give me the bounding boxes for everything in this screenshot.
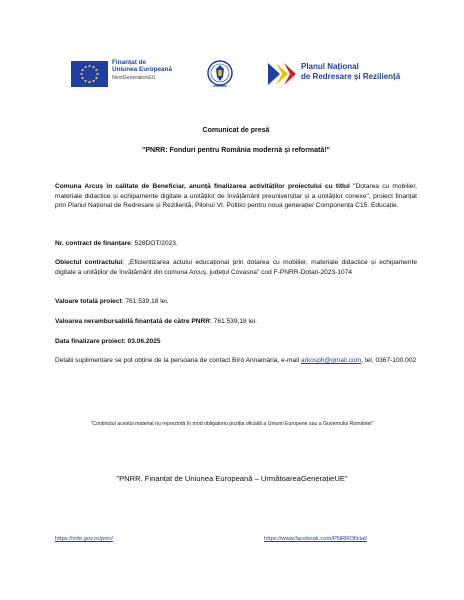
mfe-pnrr-link[interactable]: https://mfe.gov.ro/pnrr/ [55, 536, 113, 542]
contract-objective-label: Obiectul contractului [55, 259, 123, 266]
eu-star [96, 73, 98, 75]
pnrr-logo-line2: de Redresare și Reziliență [301, 72, 401, 81]
eu-funding-logo [71, 58, 181, 92]
eu-star [92, 66, 94, 68]
disclaimer: "Conținutul acestui material nu reprezintă în mod obligatoriu poziția oficială a Uniunii Europene sau a Guvernului României" [90, 421, 374, 427]
contract-objective-value: : „Eficientizarea actului educațional prin dotarea cu mobilier, materiale didactice și echipamente digitale a unităților de învățământ din comuna Arcuș, județul Covasna" cod F-PNRR-Dotari-2023-1074 [55, 259, 417, 276]
eu-star [84, 66, 86, 68]
document-subtitle: "PNRR: Fonduri pentru România modernă și reformată!" [142, 147, 330, 154]
contract-number-label: Nr. contract de finanțare [55, 240, 131, 247]
project-description: "Dotarea cu mobilier, materiale didactice și echipamente digitale a unităților de învățământ preuniversitar și a unităților conexe", proiect finanțat prin Planul Național de Redresare și Reziliență, Pilonul VI. Politici pentru noua generație/ Componența C15: Educație. [55, 183, 417, 210]
eu-star [84, 80, 86, 82]
eu-star [92, 80, 94, 82]
pnrr-logo [268, 58, 401, 92]
contact-paragraph [55, 356, 417, 366]
contract-number-value: : 528DOT/2023. [130, 240, 178, 247]
pnrr-tricolor-mark-icon [268, 63, 298, 85]
contract-number [55, 239, 417, 249]
eu-star [81, 77, 83, 79]
eu-star [88, 81, 90, 83]
completion-date-value: : 03.06.2025 [123, 338, 161, 345]
total-value-amount: : 761.539,18 lei. [121, 298, 169, 305]
romanian-government-crest-icon [207, 58, 233, 90]
eu-logo-line1: Finanțat de [112, 59, 147, 66]
completion-date [55, 337, 417, 347]
eu-star [81, 69, 83, 71]
eu-logo-line3: NextGenerationEU [112, 74, 156, 81]
completion-date-label: Data finalizare proiect [55, 338, 124, 345]
eu-star [95, 77, 97, 79]
eu-logo-line2: Uniunea Europeană [112, 66, 173, 74]
funding-slogan: "PNRR. Finanțat de Uniunea Europeană – UrmătoareaGenerațieUE" [116, 474, 348, 483]
pnrr-logo-line1: Planul Național [301, 62, 359, 71]
nonrefundable-value-label: Valoarea nerambursabilă finanțată de către PNRR [55, 318, 211, 325]
eu-star [95, 69, 97, 71]
intro-paragraph [55, 182, 417, 211]
eu-star [88, 65, 90, 67]
contact-email-link[interactable]: arkosph@gmail.com [300, 357, 362, 364]
nonrefundable-value [55, 317, 417, 327]
eu-flag-icon [71, 61, 108, 87]
beneficiary-statement: Comuna Arcuș în calitate de Beneficiar, anunță finalizarea activităților proiectului cu titlul [55, 183, 350, 190]
facebook-pnrr-link[interactable]: https://www.facebook.com/PNRROficial/ [264, 536, 368, 542]
contact-text: Detalii suplimentare se pot obține de la persoana de contact Bíró Annamária, e-mail [55, 357, 301, 364]
document-title: Comunicat de presă [202, 127, 270, 134]
eu-star [80, 73, 82, 75]
contract-objective [55, 258, 417, 277]
nonrefundable-value-amount: : 761.539,18 lei. [210, 318, 257, 325]
logo-bar [0, 58, 464, 98]
contact-phone: , tel. 0367-100.002 [361, 357, 417, 364]
total-value [55, 297, 417, 307]
total-value-label: Valoare totală proiect [55, 298, 122, 305]
